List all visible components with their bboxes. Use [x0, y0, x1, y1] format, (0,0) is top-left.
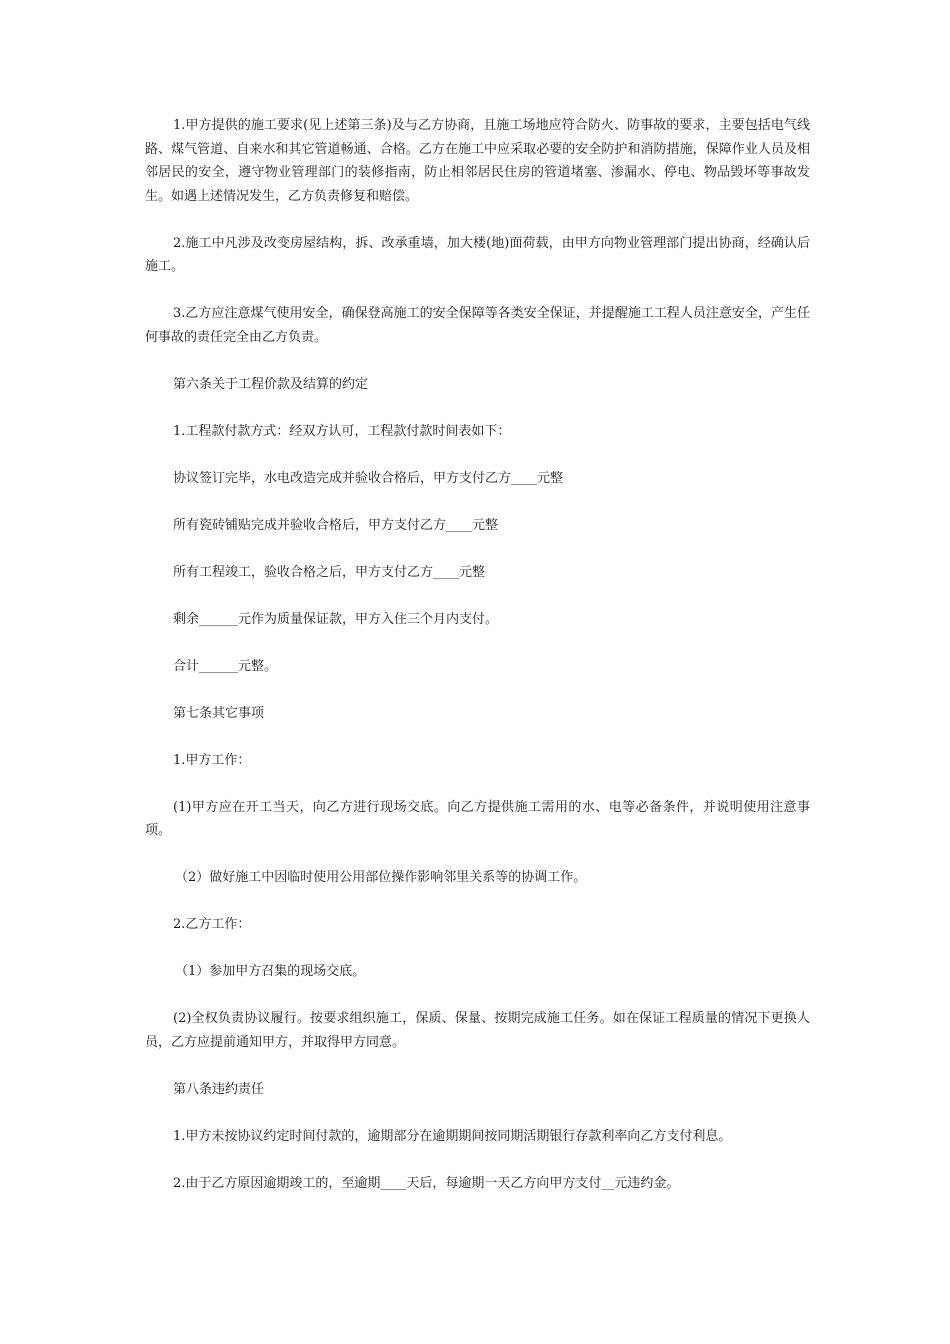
- party-a-work-item-1: (1)甲方应在开工当天，向乙方进行现场交底。向乙方提供施工需用的水、电等必备条件，并说明使用注意事项。: [145, 799, 810, 838]
- party-a-work-heading: 1.甲方工作：: [173, 752, 251, 768]
- paragraph-safety-requirements: 1.甲方提供的施工要求(见上述第三条)及与乙方协商，且施工场地应符合防火、防事故的要求，主要包括电气线路、煤气管道、自来水和其它管道畅通、合格。乙方在施工中应采取必要的安全防护和消防措施，保障作业人员及相邻居民的安全，遵守物业管理部门的装修指南，防止相邻居民住房的管道堵塞、渗漏水、停电、物品毁坏等事故发生。如遇上述情况发生，乙方负责修复和赔偿。: [145, 118, 810, 204]
- paragraph-payment-method: 1.工程款付款方式：经双方认可，工程款付款时间表如下：: [173, 423, 511, 439]
- party-b-work-item-2: (2)全权负责协议履行。按要求组织施工，保质、保量、按期完成施工任务。如在保证工程质量的情况下更换人员，乙方应提前通知甲方，并取得甲方同意。: [145, 1011, 810, 1050]
- party-b-work-heading: 2.乙方工作：: [173, 917, 251, 932]
- payment-item-tiling: 所有瓷砖铺贴完成并验收合格后，甲方支付乙方____元整: [173, 517, 499, 533]
- paragraph-structure-change: 2.施工中凡涉及改变房屋结构，拆、改承重墙，加大楼(地)面荷载，由甲方向物业管理部门提出协商，经确认后施工。: [145, 235, 810, 274]
- party-b-work-item-1: （1）参加甲方召集的现场交底。: [175, 964, 366, 979]
- payment-item-plumbing: 协议签订完毕，水电改造完成并验收合格后，甲方支付乙方____元整: [173, 470, 564, 486]
- liability-late-completion: 2.由于乙方原因逾期竣工的，至逾期____天后，每逾期一天乙方向甲方支付__元违约金。: [173, 1175, 680, 1191]
- heading-article-7: 第七条其它事项: [173, 705, 265, 721]
- payment-item-completion: 所有工程竣工，验收合格之后，甲方支付乙方____元整: [173, 564, 486, 580]
- payment-total: 合计______元整。: [173, 658, 278, 674]
- heading-article-8: 第八条违约责任: [173, 1081, 265, 1097]
- heading-article-6: 第六条关于工程价款及结算的约定: [173, 376, 369, 392]
- party-a-work-item-2: （2）做好施工中因临时使用公用部位操作影响邻里关系等的协调工作。: [175, 870, 587, 885]
- liability-late-payment: 1.甲方未按协议约定时间付款的，逾期部分在逾期期间按同期活期银行存款利率向乙方支付利息。: [173, 1128, 732, 1144]
- payment-item-warranty: 剩余______元作为质量保证款，甲方入住三个月内支付。: [173, 611, 499, 627]
- paragraph-gas-safety: 3.乙方应注意煤气使用安全，确保登高施工的安全保障等各类安全保证，并提醒施工工程人员注意安全，产生任何事故的责任完全由乙方负责。: [145, 306, 810, 345]
- document-page: [145, 114, 810, 1219]
